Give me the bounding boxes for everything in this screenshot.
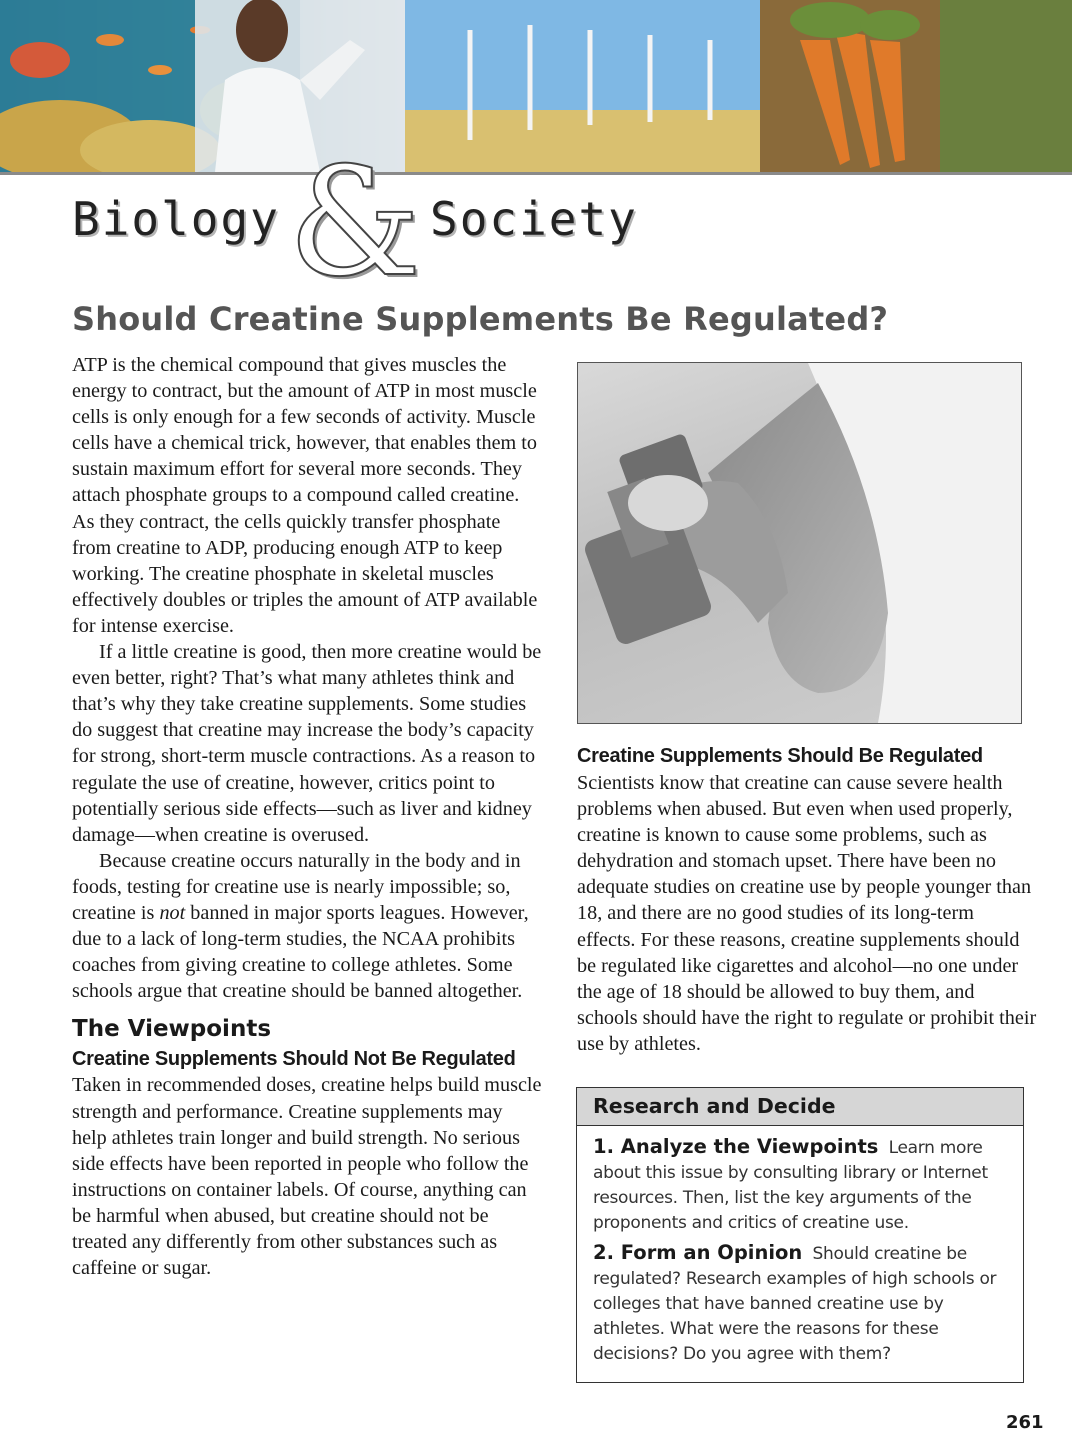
athletes-paragraph: If a little creatine is good, then more creatine would be even better, right? That’s what many athletes think and that’s why they take creatine supplements. Some studies do suggest that creatine may increase the body’s capacity for strong, short-term muscle contractions. As a reason to regulate the use of creatine, however, critics point to potentially serious side effects—such as liver and kidney damage—when creatine is overused.: [72, 641, 542, 846]
banner-collage-graphic: [0, 0, 1072, 172]
page-title: Should Creatine Supplements Be Regulated?: [72, 300, 889, 338]
regulated-paragraph: Scientists know that creatine can cause severe health problems when abused. But even when used properly, creatine is known to cause some problems, such as dehydration and stomach upset. There have been no adequate studies on creatine use by people younger than 18, and there are no good studies of its long-term effects. For these reasons, creatine supplements should be regulated like cigarettes and alcohol—no one under the age of 18 should be allowed to buy them, and schools should have the right to regulate or prohibit their use by athletes.: [577, 772, 1037, 1055]
page-number: 261: [1006, 1412, 1044, 1433]
dumbbell-photo: [577, 362, 1022, 724]
emphasis-not: not: [159, 901, 186, 924]
analyze-viewpoints-lead: 1. Analyze the Viewpoints: [593, 1135, 879, 1158]
right-column: [577, 742, 1037, 1057]
research-box-body: [577, 1126, 1023, 1367]
analyze-viewpoints-text: Learn more about this issue by consulting library or Internet resources. Then, list the key arguments of the proponents and critics of creatine use.: [593, 1138, 988, 1233]
research-item-analyze: [593, 1134, 1005, 1236]
masthead-word-left: Biology: [72, 192, 280, 246]
left-column: [72, 352, 542, 1281]
form-opinion-text: Should creatine be regulated? Research examples of high schools or colleges that have banned creatine use by athletes. What were the reasons for these decisions? Do you agree with them?: [593, 1244, 997, 1364]
testing-paragraph: [72, 848, 542, 1005]
research-item-opinion: [593, 1240, 1005, 1367]
masthead-ampersand: &: [288, 136, 422, 310]
dumbbell-arm-illustration: [578, 363, 1021, 723]
not-regulated-paragraph: [72, 1046, 542, 1281]
viewpoints-heading: The Viewpoints: [72, 1016, 272, 1043]
not-regulated-heading: Creatine Supplements Should Not Be Regulated: [72, 1048, 516, 1071]
feature-masthead: [0, 136, 700, 310]
form-opinion-lead: 2. Form an Opinion: [593, 1241, 803, 1264]
intro-paragraph: ATP is the chemical compound that gives muscles the energy to contract, but the amount of ATP in most muscle cells is only enough for a few seconds of activity. Muscle cells have a chemical trick, however, that enables them to sustain maximum effort for several more seconds. They attach phosphate groups to a compound called creatine. As they contract, the cells quickly transfer phosphate from creatine to ADP, producing enough ATP to keep working. The creatine phosphate in skeletal muscles effectively doubles or triples the amount of ATP available for intense exercise.: [72, 354, 538, 637]
research-box-heading: Research and Decide: [577, 1088, 1023, 1126]
regulated-heading: Creatine Supplements Should Be Regulated: [577, 745, 983, 767]
masthead-word-right: Society: [430, 192, 638, 246]
testing-text-start: Because creatine occurs naturally in the body and in foods, testing for creatine use is nearly impossible; so, creatine is: [72, 849, 521, 924]
header-banner-image: [0, 0, 1072, 172]
not-regulated-text: Taken in recommended doses, creatine helps build muscle strength and performance. Creatine supplements may help athletes train longer and build strength. No serious side effects have been reported in people who follow the instructions on container labels. Of course, anything can be harmful when abused, but creatine should not be treated any differently from other substances such as caffeine or sugar.: [72, 1074, 542, 1280]
testing-text-end: banned in major sports leagues. However, due to a lack of long-term studies, the NCAA prohibits coaches from giving creatine to college athletes. Some schools argue that creatine should be banned altogether.: [72, 901, 529, 1003]
research-and-decide-box: [576, 1087, 1024, 1383]
